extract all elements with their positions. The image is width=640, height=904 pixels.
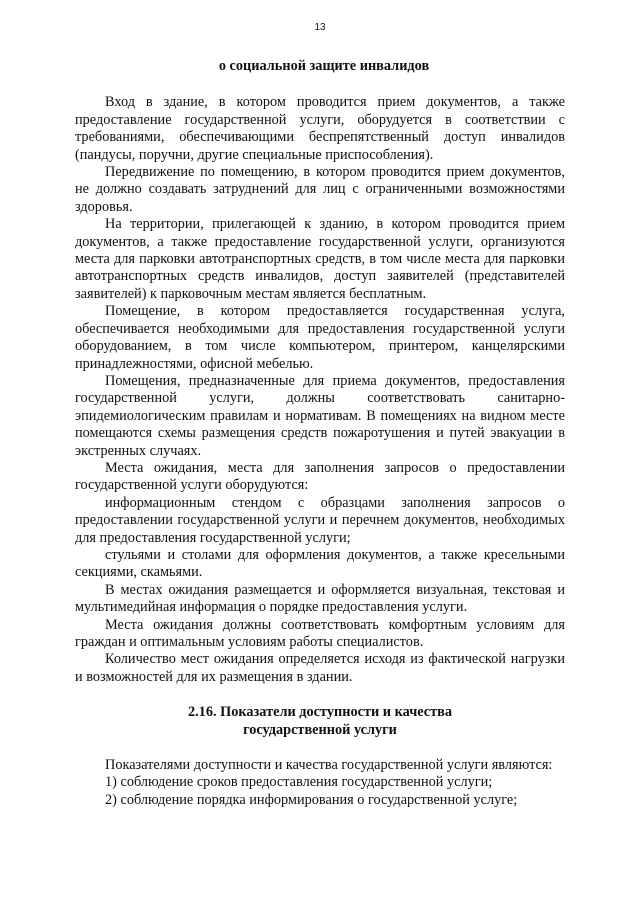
top-heading: о социальной защите инвалидов bbox=[218, 58, 430, 74]
paragraph-movement: Передвижение по помещению, в котором проводится прием документов, не должно создавать затруднений для лиц с ограниченными возможностями здоровья. bbox=[75, 164, 565, 215]
section-heading-line-2: государственной услуги bbox=[243, 721, 397, 738]
paragraph-waiting-areas: Места ожидания, места для заполнения запросов о предоставлении государственной услуги оборудуются: bbox=[75, 459, 565, 494]
paragraph-sanitary: Помещения, предназначенные для приема документов, предоставления государственной услуги, должны соответствовать санитарно-эпидемиологическим правилам и нормативам. В помещениях на видном месте помещаются схемы размещения средств пожаротушения и путей эвакуации в экстренных случаях. bbox=[75, 372, 565, 459]
paragraph-multimedia: В местах ожидания размещается и оформляется визуальная, текстовая и мультимедийная информация о порядке предоставления услуги. bbox=[75, 581, 565, 616]
page-number: 13 bbox=[314, 22, 326, 33]
paragraph-entrance: Вход в здание, в котором проводится прием документов, а также предоставление государственной услуги, оборудуется в соответствии с требованиями, обеспечивающими беспрепятственный доступ инвалидов (пандусы, поручни, другие специальные приспособления). bbox=[75, 94, 565, 163]
section-heading-line-1: 2.16. Показатели доступности и качества bbox=[187, 704, 453, 721]
page-content bbox=[75, 58, 565, 809]
paragraph-indicators: Показателями доступности и качества государственной услуги являются: bbox=[105, 757, 553, 774]
list-item-1: 1) соблюдение сроков предоставления государственной услуги; bbox=[105, 774, 493, 791]
paragraph-equipment: Помещение, в котором предоставляется государственная услуга, обеспечивается необходимыми для предоставления государственной услуги оборудованием, в том числе компьютером, принтером, канцелярскими принадлежностями, офисной мебелью. bbox=[75, 303, 565, 372]
paragraph-comfort: Места ожидания должны соответствовать комфортным условиям для граждан и оптимальным условиям работы специалистов. bbox=[75, 616, 565, 650]
list-item-2: 2) соблюдение порядка информирования о государственной услуге; bbox=[105, 791, 518, 808]
paragraph-quantity: Количество мест ожидания определяется исходя из фактической нагрузки и возможностей для их размещения в здании. bbox=[75, 651, 565, 685]
paragraph-parking: На территории, прилегающей к зданию, в котором проводится прием документов, а также предоставление государственной услуги, организуются места для парковки автотранспортных средств, в том числе места для парковки автотранспортных средств инвалидов, доступ заявителей (представителей заявителей) к парковочным местам является бесплатным. bbox=[75, 216, 565, 302]
paragraph-chairs: стульями и столами для оформления документов, а также кресельными секциями, скамьями. bbox=[75, 546, 565, 581]
paragraph-info-stand: информационным стендом с образцами заполнения запросов о предоставлении государственной услуги и перечнем документов, необходимых для предоставления государственной услуги; bbox=[75, 494, 565, 546]
section-heading bbox=[75, 704, 565, 739]
